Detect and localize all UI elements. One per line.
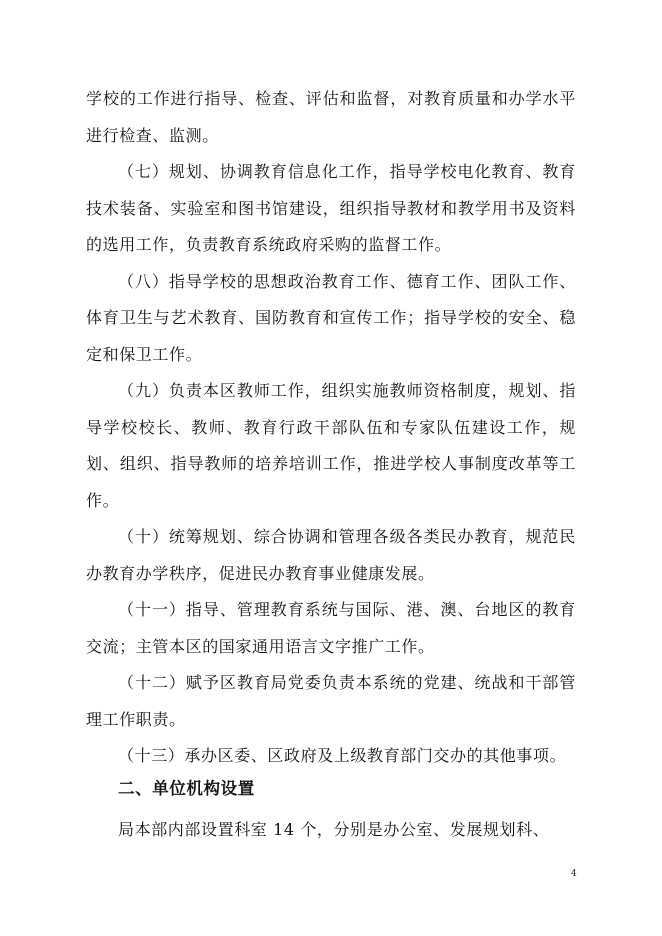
paragraph-item-9: （九）负责本区教师工作，组织实施教师资格制度，规划、指导学校校长、教师、教育行政干部队伍和专家队伍建设工作，规划、组织、指导教师的培养培训工作，推进学校人事制度改革等工作。 [86,381,576,510]
paragraph-continued: 学校的工作进行指导、检查、评估和监督，对教育质量和办学水平进行检查、监测。 [86,89,576,145]
document-body [86,81,576,775]
page-number: 4 [571,869,577,879]
paragraph-item-13: （十三）承办区委、区政府及上级教育部门交办的其他事项。 [118,746,567,765]
paragraph-item-10: （十）统筹规划、综合协调和管理各级各类民办教育，规范民办教育办学秩序，促进民办教育事业健康发展。 [86,527,576,583]
paragraph-item-12: （十二）赋予区教育局党委负责本系统的党建、统战和干部管理工作职责。 [86,673,576,729]
paragraph-item-11: （十一）指导、管理教育系统与国际、港、澳、台地区的教育交流；主管本区的国家通用语言文字推广工作。 [86,600,576,656]
paragraph-item-8: （八）指导学校的思想政治教育工作、德育工作、团队工作、体育卫生与艺术教育、国防教育和宣传工作；指导学校的安全、稳定和保卫工作。 [86,271,576,364]
paragraph-item-7: （七）规划、协调教育信息化工作，指导学校电化教育、教育技术装备、实验室和图书馆建设，组织指导教材和教学用书及资料的选用工作，负责教育系统政府采购的监督工作。 [86,162,576,254]
section-heading: 二、单位机构设置 [118,779,255,798]
section-paragraph: 局本部内部设置科室 14 个，分别是办公室、发展规划科、 [118,820,550,839]
